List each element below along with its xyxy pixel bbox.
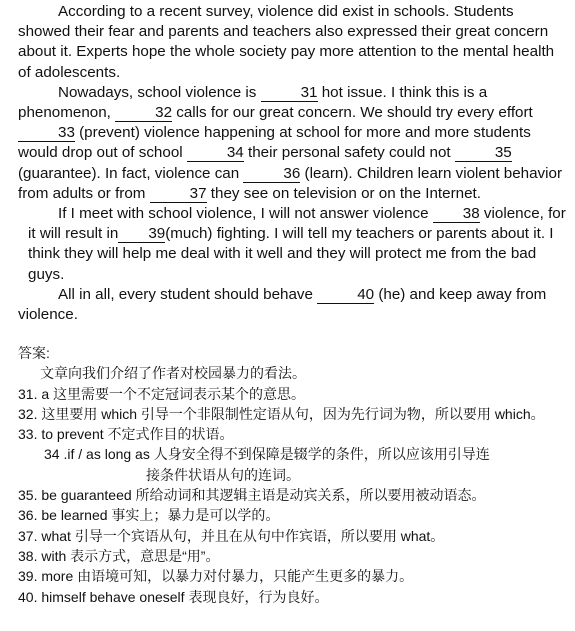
text-run: (guarantee). In fact, violence can	[18, 164, 244, 182]
text-run: their personal safety could not	[243, 144, 455, 162]
answer-number: 31	[18, 385, 34, 402]
answer-item-39	[18, 566, 568, 586]
answer-number: 33	[18, 426, 34, 443]
blank-35: 35	[455, 145, 512, 162]
answer-text: . be guaranteed 所给动词和其逻辑主语是动宾关系，所以要用被动语态。	[33, 487, 486, 504]
blank-33: 33	[18, 125, 75, 142]
text-run: violence, for it will result in	[28, 205, 566, 243]
answer-item-35	[18, 485, 568, 505]
text-run: calls for our great concern. We should try every effort	[172, 104, 533, 122]
text-run: (learn). Children learn violent behavior from adults or from	[18, 164, 563, 202]
answer-number: 38	[18, 547, 34, 564]
text-run: If I meet with school violence, I will not answer violence	[58, 205, 433, 223]
answer-item-37	[18, 526, 568, 546]
answer-number: 35	[18, 487, 34, 504]
answer-text: . more 由语境可知，以暴力对付暴力，只能产生更多的暴力。	[33, 568, 414, 585]
blank-39: 39	[118, 226, 165, 243]
answer-item-36	[18, 505, 568, 525]
passage-paragraph-4	[18, 285, 566, 325]
answer-text: . to prevent 不定式作目的状语。	[33, 426, 234, 443]
blank-37: 37	[150, 186, 207, 203]
answer-section	[18, 343, 568, 607]
text-run: hot issue. I think this is a phenomenon,	[18, 83, 488, 122]
blank-32: 32	[115, 105, 172, 122]
text-run: they see on television or on the Internet.	[206, 184, 481, 202]
answer-item-40	[18, 587, 568, 607]
answer-text: . 这里要用 which 引导一个非限制性定语从句，因为先行词为物，所以要用 which。	[33, 405, 545, 422]
text-run: (prevent) violence happening at school for more and more students would drop out of school	[18, 124, 531, 162]
answer-number: 34	[44, 446, 60, 463]
answer-number: 32	[18, 405, 34, 422]
answer-text: . a 这里需要一个不定冠词表示某个的意思。	[33, 385, 306, 402]
answer-number: 40	[18, 588, 34, 605]
blank-31: 31	[261, 85, 318, 102]
text-run: (he) and keep away from violence.	[18, 285, 547, 324]
text-run: All in all, every student should behave	[58, 285, 318, 303]
blank-34: 34	[187, 145, 244, 162]
passage-paragraph-3	[18, 204, 566, 285]
blank-36: 36	[243, 166, 300, 183]
answer-intro: 文章向我们介绍了作者对校园暴力的看法。	[40, 365, 306, 382]
passage-paragraph-2	[18, 83, 566, 204]
answer-number: 36	[18, 507, 34, 524]
answer-number: 37	[18, 527, 34, 544]
text-run: (much) fighting. I will tell my teachers or parents about it. I think they will help me deal with it well and they will protect me from the bad guys.	[28, 225, 554, 283]
paragraph-3-text	[28, 204, 566, 285]
cloze-passage	[18, 2, 566, 325]
answer-item-31	[18, 384, 568, 404]
answer-text: . what 引导一个宾语从句，并且在从句中作宾语，所以要用 what。	[33, 527, 445, 544]
blank-40: 40	[317, 287, 374, 304]
answer-text: . be learned 事实上；暴力是可以学的。	[33, 507, 280, 524]
answer-text: .if / as long as 人身安全得不到保障是辍学的条件，所以应该用引导连	[59, 446, 490, 463]
answer-text: . with 表示方式，意思是“用”。	[33, 547, 220, 564]
answer-item-34	[18, 444, 568, 485]
answer-number: 39	[18, 568, 34, 585]
text-run: Nowadays, school violence is	[58, 83, 261, 101]
answer-heading: 答案:	[18, 345, 50, 361]
answer-item-38	[18, 546, 568, 566]
answer-item-33	[18, 424, 568, 444]
answer-text: . himself behave oneself 表现良好，行为良好。	[33, 588, 329, 605]
answer-text-continued: 接条件状语从句的连词。	[146, 466, 300, 483]
passage-paragraph-1: According to a recent survey, violence did exist in schools. Students showed their fear and parents and teachers also expressed their great concern about it. Experts hope the whole society pay more attention to the mental health of adolescents.	[18, 3, 555, 81]
answer-item-32	[18, 404, 568, 424]
blank-38: 38	[433, 206, 480, 223]
